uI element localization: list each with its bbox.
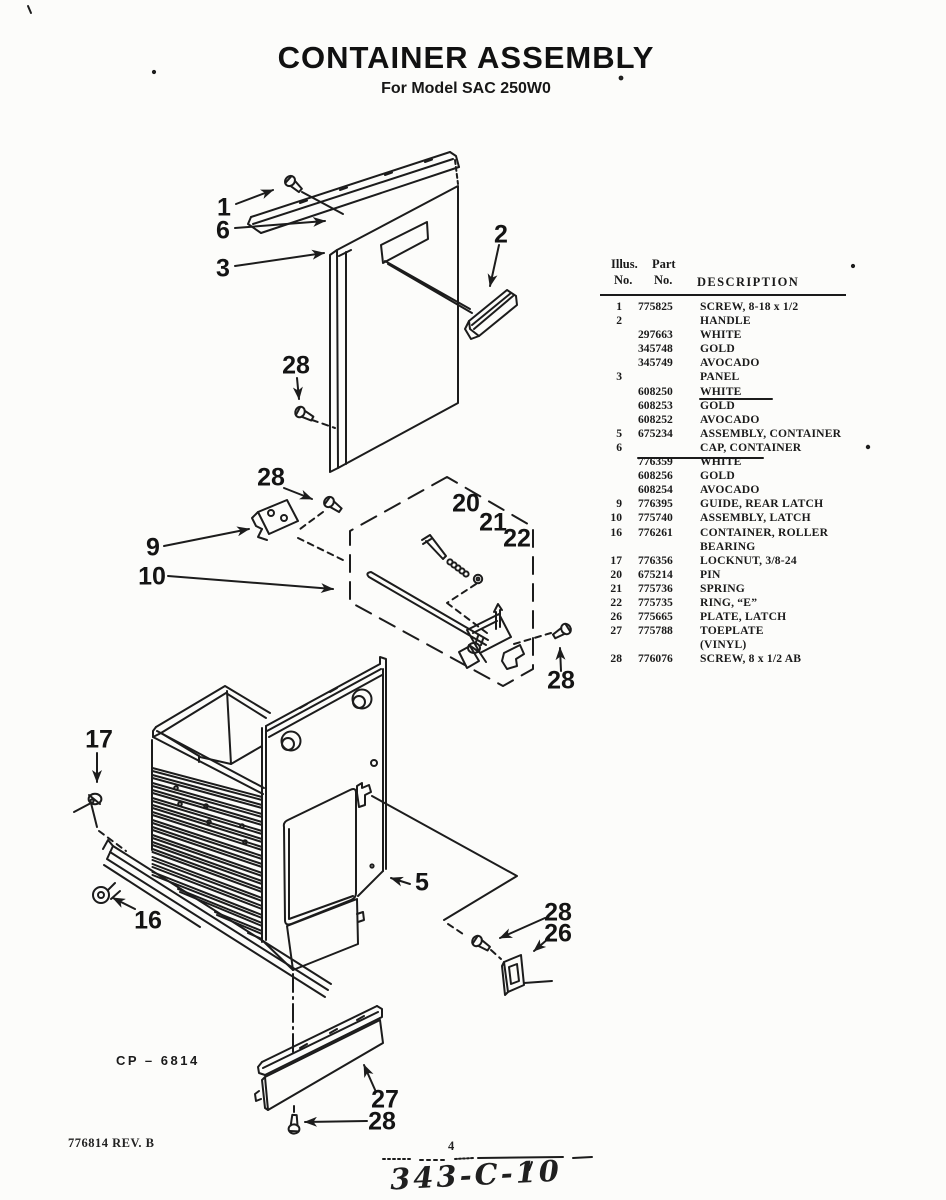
illus-no: 3 <box>616 370 622 384</box>
handle-part <box>465 290 517 339</box>
screw-icon <box>551 622 572 641</box>
col-illus-label: Illus. <box>611 257 638 271</box>
callout-27: 27 <box>371 1085 399 1114</box>
part-no: 608252 <box>638 412 673 426</box>
illus-no <box>600 483 630 497</box>
part-no: 608253 <box>638 398 673 412</box>
part-no: 775736 <box>638 581 673 595</box>
callout-28d: 28 <box>544 898 572 927</box>
callout-1: 1 <box>217 193 231 222</box>
part-no <box>630 314 690 328</box>
illus-no <box>600 540 630 554</box>
part-no <box>630 540 690 554</box>
part-no <box>630 441 690 455</box>
table-row <box>600 469 850 483</box>
callout-28c: 28 <box>547 666 575 695</box>
part-no: 776395 <box>638 497 673 511</box>
part-description: GOLD <box>700 398 735 412</box>
callout-6: 6 <box>216 216 230 245</box>
page-title: CONTAINER ASSEMBLY <box>277 40 655 75</box>
illus-no: 5 <box>616 426 622 440</box>
part-no <box>630 370 690 384</box>
part-description: SCREW, 8 x 1/2 AB <box>700 652 802 666</box>
part-no: 775735 <box>638 595 673 609</box>
part-description: LOCKNUT, 3/8-24 <box>700 553 797 567</box>
part-description: GUIDE, REAR LATCH <box>700 497 824 511</box>
part-description: (VINYL) <box>700 638 747 652</box>
illus-no <box>600 413 630 427</box>
callout-28e: 28 <box>368 1107 396 1136</box>
parts-table-body <box>600 300 850 666</box>
part-description: GOLD <box>700 469 735 483</box>
table-row <box>600 624 850 638</box>
toeplate-assembly <box>255 1006 383 1134</box>
part-description: ASSEMBLY, LATCH <box>700 511 811 525</box>
callout-20: 20 <box>452 489 480 518</box>
illus-no <box>600 638 630 652</box>
table-row <box>600 497 850 511</box>
parts-table <box>600 257 850 666</box>
screw-icon <box>283 174 304 194</box>
part-no <box>630 638 690 652</box>
handwritten-note: 343-C-10 <box>389 1153 563 1197</box>
callout-28b: 28 <box>257 463 285 492</box>
table-row <box>600 455 850 469</box>
illus-no: 10 <box>610 511 622 525</box>
illus-no: 21 <box>610 581 622 595</box>
callout-10: 10 <box>138 562 166 591</box>
part-description: CAP, CONTAINER <box>700 440 802 454</box>
illus-no: 28 <box>610 652 622 666</box>
callout-17: 17 <box>85 725 113 754</box>
illus-no <box>600 342 630 356</box>
callout-2: 2 <box>494 220 508 249</box>
part-no: 345748 <box>638 342 673 356</box>
part-description: AVOCADO <box>700 356 760 370</box>
part-no: 608250 <box>638 384 673 398</box>
table-row <box>600 540 850 554</box>
part-description: PANEL <box>700 370 740 384</box>
rear-latch-guide <box>252 500 298 540</box>
illus-no <box>600 385 630 399</box>
part-no: 297663 <box>638 328 673 342</box>
part-description: BEARING <box>700 539 756 553</box>
illus-no <box>600 469 630 483</box>
screw-icon <box>470 934 491 953</box>
part-no: 776356 <box>638 553 673 567</box>
callout-3: 3 <box>216 254 230 283</box>
table-row <box>600 610 850 624</box>
illus-no <box>600 356 630 370</box>
illus-no: 6 <box>616 440 622 454</box>
part-no: 608254 <box>638 483 673 497</box>
col-illus-no-label: No. <box>614 273 633 287</box>
plate-code-label: CP – 6814 <box>116 1053 200 1068</box>
illus-no: 20 <box>610 567 622 581</box>
illus-no: 1 <box>616 300 622 313</box>
table-row <box>600 652 850 666</box>
illus-no: 17 <box>610 553 622 567</box>
part-no: 675234 <box>638 426 673 440</box>
part-no: 775825 <box>638 300 673 313</box>
screw-icon <box>322 495 343 515</box>
part-no: 776261 <box>638 525 673 539</box>
table-row <box>600 370 850 384</box>
callout-5: 5 <box>415 868 429 897</box>
latch-assembly <box>164 477 573 686</box>
table-row <box>600 596 850 610</box>
table-row <box>600 582 850 596</box>
part-description: CONTAINER, ROLLER <box>700 525 829 539</box>
part-description: RING, “E” <box>700 595 758 609</box>
part-description: PIN <box>700 567 721 581</box>
illus-no: 2 <box>616 314 622 328</box>
table-row <box>600 427 850 441</box>
illus-no: 9 <box>616 497 622 511</box>
part-description: GOLD <box>700 342 735 356</box>
col-description-label: DESCRIPTION <box>697 275 800 289</box>
illus-no <box>600 455 630 469</box>
col-part-no-label: No. <box>654 273 673 287</box>
part-description: AVOCADO <box>700 412 760 426</box>
illus-no <box>600 328 630 342</box>
callout-26: 26 <box>544 919 572 948</box>
table-row <box>600 441 850 455</box>
part-no: 775788 <box>638 624 673 638</box>
callout-16: 16 <box>134 906 162 935</box>
callout-28a: 28 <box>282 351 310 380</box>
part-no: 775665 <box>638 610 673 624</box>
part-no: 775740 <box>638 511 673 525</box>
table-row <box>600 483 850 497</box>
parts-table-header <box>600 257 850 295</box>
illus-no: 26 <box>610 610 622 624</box>
table-row <box>600 554 850 568</box>
illus-no: 27 <box>610 624 622 638</box>
table-row <box>600 638 850 652</box>
door-panel-assembly <box>235 152 517 472</box>
table-header-rule <box>600 294 846 296</box>
part-description: WHITE <box>700 384 742 398</box>
table-row <box>600 314 850 328</box>
part-no: 776359 <box>638 455 673 469</box>
page-subtitle: For Model SAC 250W0 <box>381 80 551 97</box>
table-row <box>600 385 850 399</box>
illus-no: 22 <box>610 595 622 609</box>
part-description: WHITE <box>700 328 742 342</box>
table-row <box>600 342 850 356</box>
table-row <box>600 568 850 582</box>
table-row <box>600 300 850 314</box>
part-description: HANDLE <box>700 314 751 328</box>
part-description: SCREW, 8-18 x 1/2 <box>700 300 799 313</box>
part-description: SPRING <box>700 581 746 595</box>
part-description: AVOCADO <box>700 483 760 497</box>
callout-21: 21 <box>479 508 507 537</box>
table-row <box>600 399 850 413</box>
page-number: 4 <box>448 1139 455 1153</box>
part-no: 345749 <box>638 356 673 370</box>
callout-22: 22 <box>503 524 531 553</box>
table-row <box>600 328 850 342</box>
document-number: 776814 REV. B <box>68 1136 155 1150</box>
part-description: TOEPLATE <box>700 624 764 638</box>
table-row <box>600 526 850 540</box>
table-row <box>600 511 850 525</box>
col-part-label: Part <box>652 257 676 271</box>
latch-plate <box>502 955 552 995</box>
table-row <box>600 413 850 427</box>
illus-no: 16 <box>610 525 622 539</box>
part-description: WHITE <box>700 455 742 469</box>
table-row <box>600 356 850 370</box>
part-no: 608256 <box>638 469 673 483</box>
part-no: 776076 <box>638 652 673 666</box>
part-description: PLATE, LATCH <box>700 610 787 624</box>
illus-no <box>600 399 630 413</box>
callout-9: 9 <box>146 533 160 562</box>
part-no: 675214 <box>638 567 673 581</box>
part-description: ASSEMBLY, CONTAINER <box>700 426 842 440</box>
screw-icon <box>288 1115 299 1134</box>
